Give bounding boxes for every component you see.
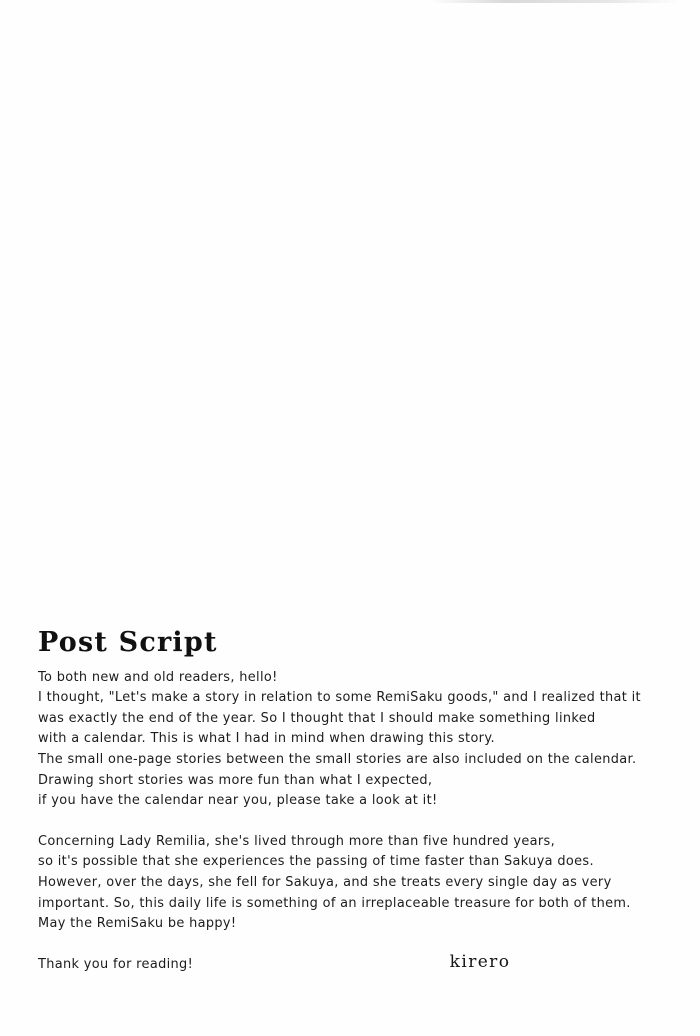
scan-artifact	[430, 0, 680, 3]
author-signature	[0, 952, 700, 972]
text-line: Thank you for reading!	[38, 956, 194, 972]
author-name: kirero	[449, 952, 511, 972]
text-line: important. So, this daily life is something of an irreplaceable treasure for both of them.	[38, 895, 631, 911]
text-line: I thought, "Let's make a story in relation to some RemiSaku goods," and I realized that it	[38, 690, 641, 706]
text-line: if you have the calendar near you, please take a look at it!	[38, 793, 438, 809]
text-line: May the RemiSaku be happy!	[38, 916, 237, 932]
afterword-section	[38, 628, 662, 975]
text-line: However, over the days, she fell for Sakuya, and she treats every single day as very	[38, 875, 612, 891]
afterword-body	[38, 668, 662, 976]
page-title: Post Script	[38, 627, 218, 658]
text-line: To both new and old readers, hello!	[38, 669, 278, 685]
paragraph-spacer	[38, 812, 662, 832]
text-line: The small one-page stories between the small stories are also included on the calendar.	[38, 752, 637, 768]
text-line: was exactly the end of the year. So I thought that I should make something linked	[38, 710, 596, 726]
text-line: with a calendar. This is what I had in mind when drawing this story.	[38, 731, 495, 747]
text-line: so it's possible that she experiences the passing of time faster than Sakuya does.	[38, 854, 594, 870]
text-line: Drawing short stories was more fun than what I expected,	[38, 772, 433, 788]
text-line: Concerning Lady Remilia, she's lived through more than five hundred years,	[38, 833, 556, 849]
